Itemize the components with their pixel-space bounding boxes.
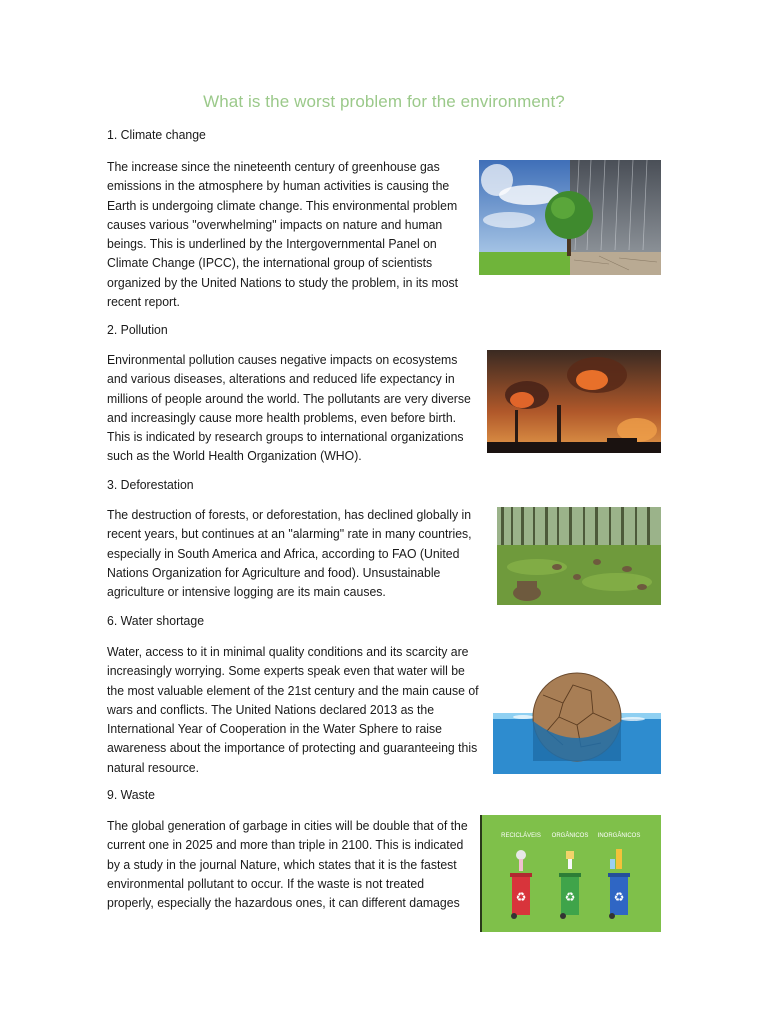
section-heading-deforestation: 3. Deforestation [107,477,194,492]
section-text-water-shortage: Water, access to it in minimal quality conditions and its scarcity are increasingly worrying. Some experts speak even that water will be the most valuable element of the 21st century and the main cause of wars and conflicts. The United Nations declared 2013 as the International Year of Cooperation in the Water Sphere to raise awareness about the importance of protecting and guaranteeing this natural resource. [107,644,479,775]
section-text-climate-change: The increase since the nineteenth century of greenhouse gas emissions in the atmosphere by human activities is causing the Earth is undergoing climate change. This environmental problem causes various "overwhelming" impacts on nature and human beings. This is underlined by the Intergovernmental Panel on Climate Change (IPCC), the international group of scientists organized by the United Nations to study the problem, in its most recent report. [107,159,459,310]
svg-text:♻: ♻ [613,890,625,904]
svg-text:♻: ♻ [564,890,576,904]
water-shortage-image [493,655,661,774]
section-heading-waste: 9. Waste [107,787,155,802]
bin-label-recyclable: RECICLÁVEIS [501,833,541,839]
deforestation-image [497,507,661,605]
blue-bin-icon [608,873,630,919]
red-bin-icon [510,873,532,919]
section-text-waste: The global generation of garbage in cities will be double that of the current one in 2025 and more than triple in 2100. This is indicated by a study in the journal Nature, which states that it is the fastest environmental pollutant to occur. If the waste is not treated properly, especially the hazardous ones, it can different damages [107,818,468,911]
climate-change-image [479,160,661,275]
section-heading-pollution: 2. Pollution [107,322,168,337]
section-heading-water-shortage: 6. Water shortage [107,613,205,628]
bin-label-organic: ORGÂNICOS [551,833,589,839]
section-text-pollution: Environmental pollution causes negative impacts on ecosystems and various diseases, alterations and reduced life expectancy in millions of people around the world. The pollutants are very diverse and increasingly cause more health problems, even before birth. This is indicated by research groups to international organizations such as the World Health Organization (WHO). [107,352,471,464]
page-title: What is the worst problem for the environment? [203,92,565,111]
green-bin-icon [559,873,581,919]
svg-text:♻: ♻ [515,890,527,904]
section-text-deforestation: The destruction of forests, or deforestation, has declined globally in recent years, but continues at an "alarming" rate in many countries, especially in South America and Africa, according to FAO (United Nations Organization for Agriculture and food). Unsustainable agriculture or intensive logging are its main causes. [107,507,472,600]
section-heading-climate-change: 1. Climate change [107,127,206,142]
pollution-image [487,350,661,453]
waste-bins-image [480,815,661,932]
bin-label-inorganic: INORGÂNICOS [597,833,641,839]
